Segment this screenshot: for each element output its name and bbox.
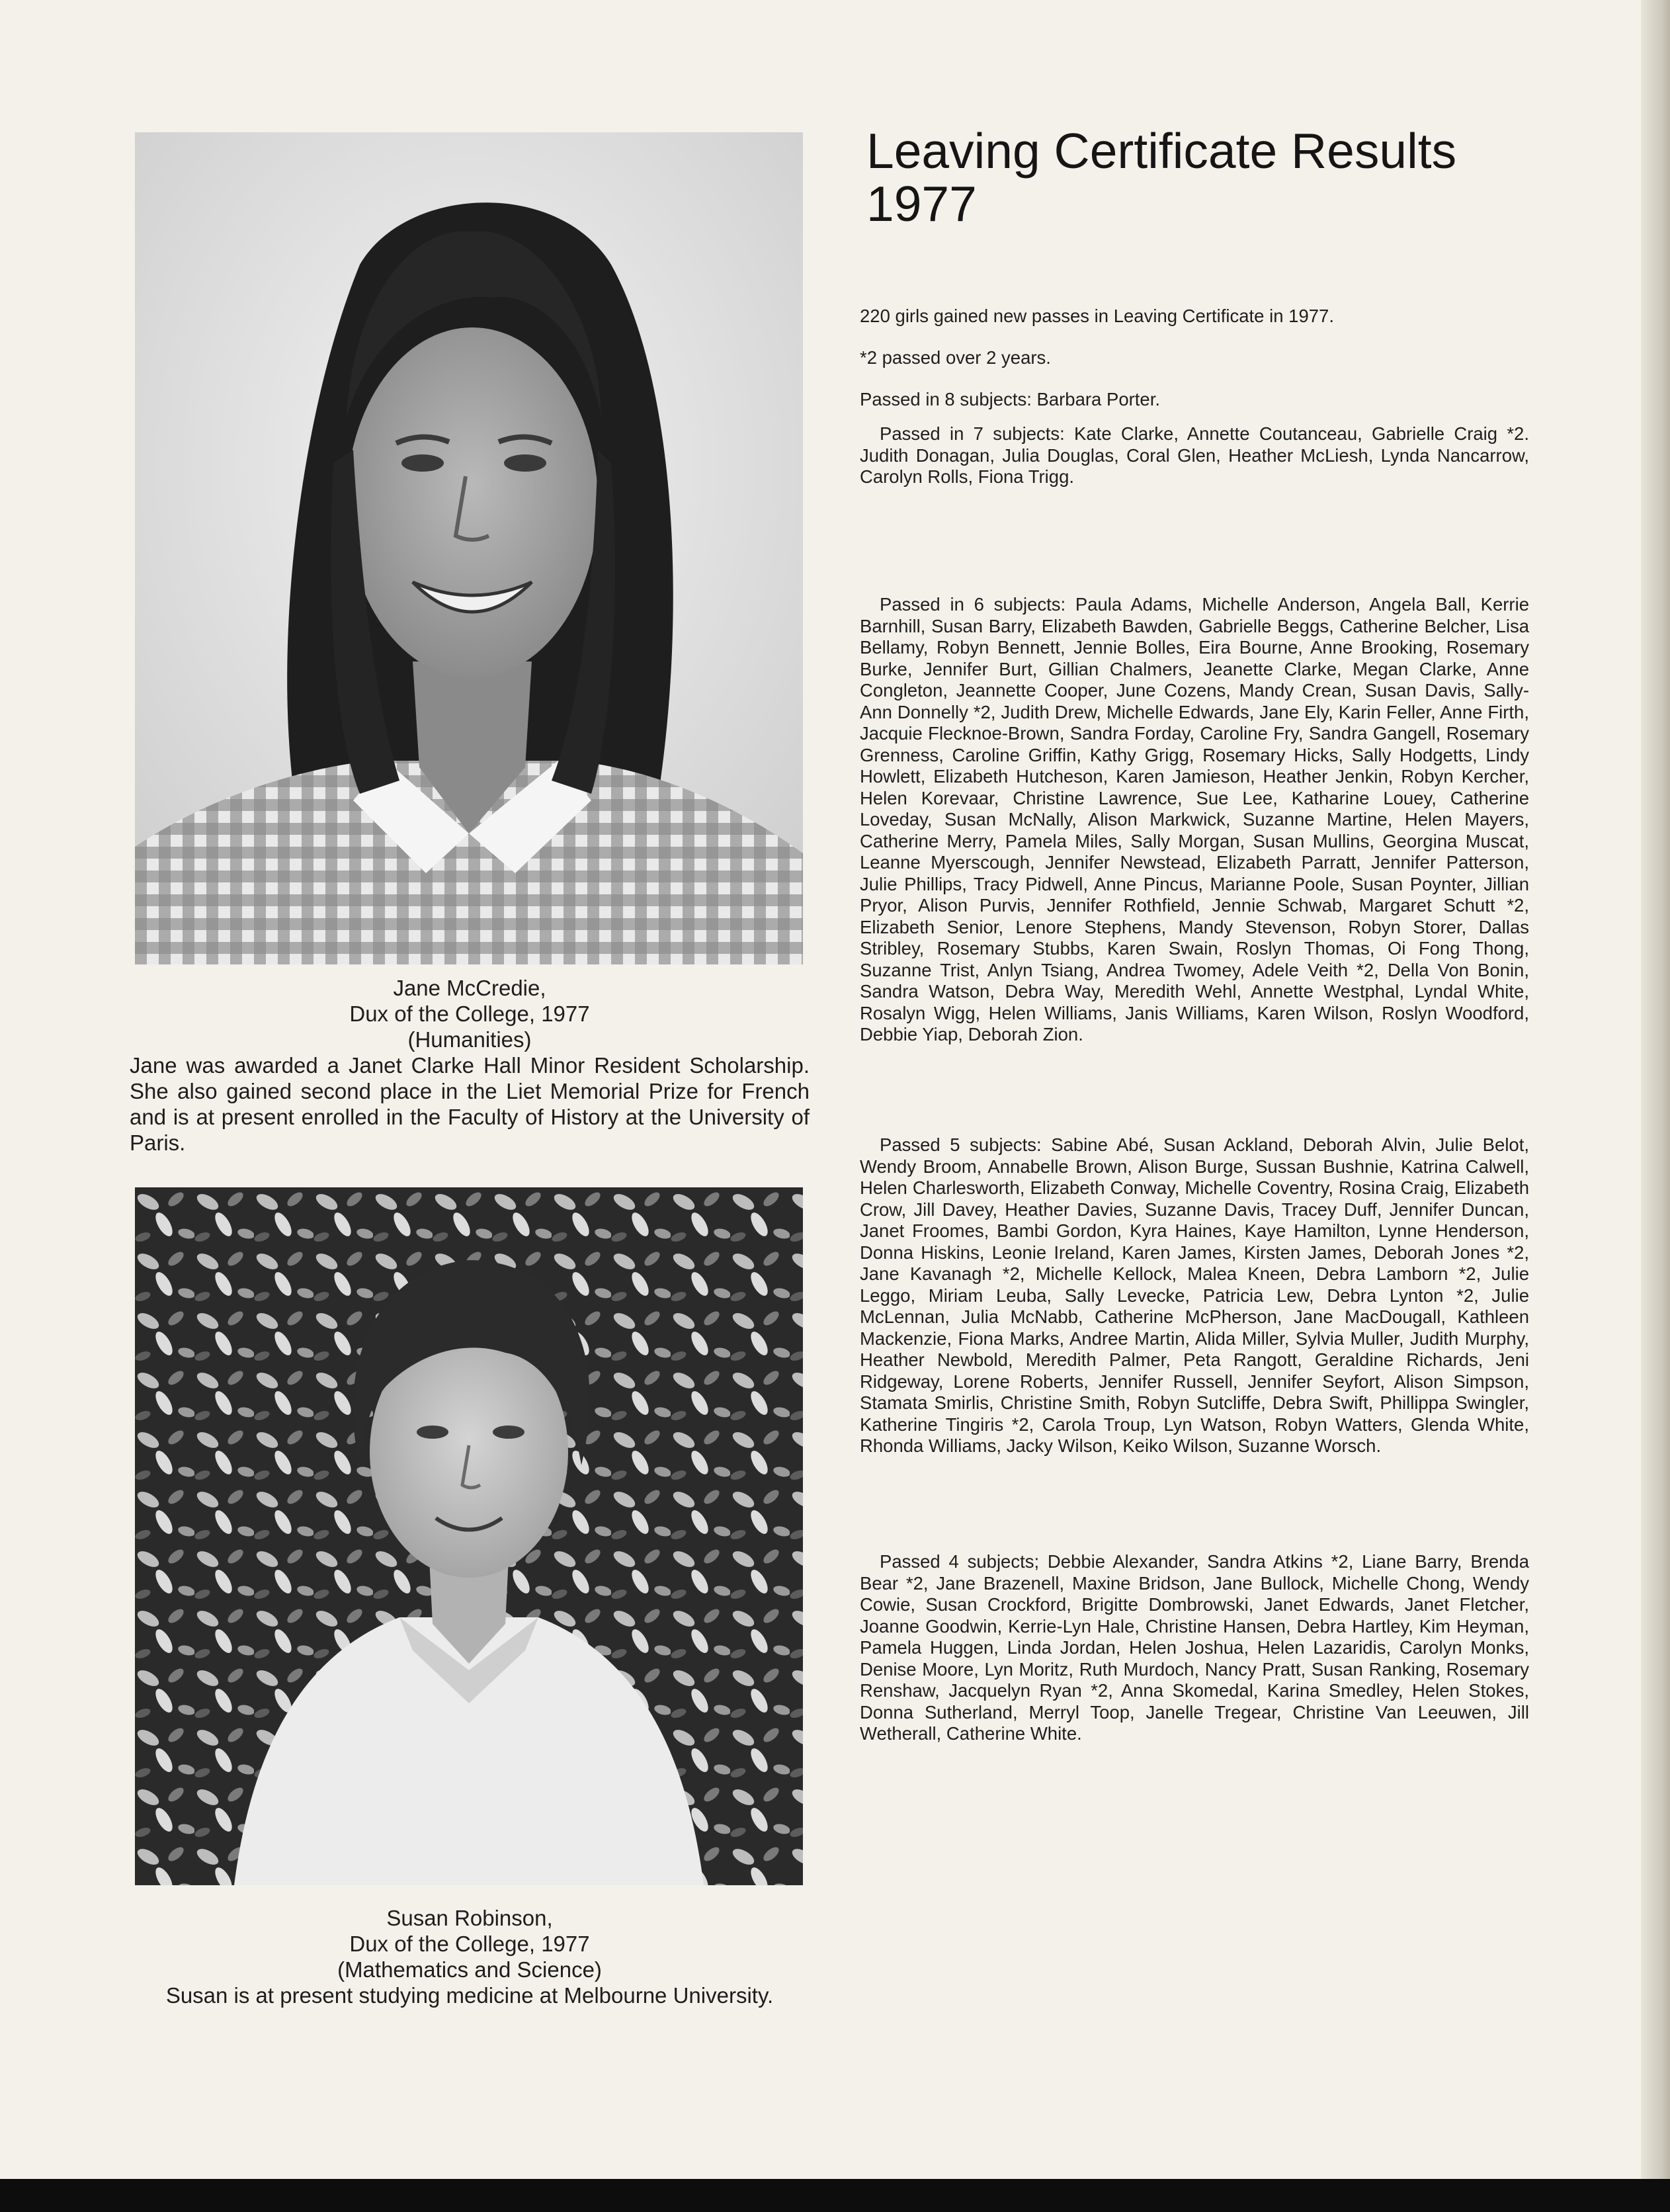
passes-seven-subjects: [860, 423, 1529, 488]
intro-total: [860, 306, 1529, 327]
dux-bio: Susan is at present studying medicine at Melbourne University.: [165, 1983, 774, 2008]
portrait-photo-susan-robinson: [135, 1187, 803, 1885]
scan-bottom-border: [0, 2179, 1670, 2212]
intro-note: [860, 347, 1529, 369]
intro-eight: [860, 389, 1529, 411]
passes-six-text: Passed in 6 subjects: Paula Adams, Michelle Anderson, Angela Ball, Kerrie Barnhill, Susan Barry, Elizabeth Bawden, Gabrielle Beggs, Catherine Belcher, Lisa Bellamy, Robyn Bennett, Jennie Bolles, Eira Bourne, Anne Brooking, Rosemary Burke, Jennifer Burt, Gillian Chalmers, Jeanette Clarke, Megan Clarke, Anne Congleton, Jeannette Cooper, June Cozens, Mandy Crean, Susan Davis, Sally-Ann Donnelly *2, Judith Drew, Michelle Edwards, Jane Ely, Karin Feller, Anne Firth, Jacquie Flecknoe-Brown, Sandra Forday, Caroline Fry, Sandra Gangell, Rosemary Grenness, Caroline Griffin, Kathy Grigg, Rosemary Hicks, Sally Hodgetts, Lindy Howlett, Elizabeth Hutcheson, Karen Jamieson, Heather Jenkin, Robyn Kercher, Helen Korevaar, Christine Lawrence, Sue Lee, Katharine Louey, Catherine Loveday, Susan McNally, Alison Markwick, Suzanne Martine, Helen Mayers, Catherine Merry, Pamela Miles, Sally Morgan, Susan Mullins, Georgina Muscat, Leanne Myerscough, Jennifer Newstead, Elizabeth Parratt, Jennifer Patterson, Julie Phillips, Tracy Pidwell, Anne Pincus, Marianne Poole, Susan Poynter, Jillian Pryor, Alison Purvis, Jennifer Rothfield, Jennie Schwab, Margaret Schutt *2, Elizabeth Senior, Lenore Stephens, Mandy Stevenson, Robyn Storer, Dallas Stribley, Rosemary Stubbs, Karen Swain, Roslyn Thomas, Oi Fong Thong, Suzanne Trist, Anlyn Tsiang, Andrea Twomey, Adele Veith *2, Della Von Bonin, Sandra Watson, Debra Way, Meredith Wehl, Annette Westphal, Lyndal White, Rosalyn Wigg, Helen Williams, Janis Williams, Karen Wilson, Roslyn Woodford, Debbie Yiap, Deborah Zion.: [860, 594, 1529, 1044]
passes-four-text: Passed 4 subjects; Debbie Alexander, Sandra Atkins *2, Liane Barry, Brenda Bear *2, Jane Brazenell, Maxine Bridson, Jane Bullock, Michelle Chong, Wendy Cowie, Susan Crockford, Brigitte Dombrowski, Janet Edwards, Janet Fletcher, Joanne Goodwin, Kerrie-Lyn Hale, Christine Hansen, Debra Hartley, Kim Heyman, Pamela Huggen, Linda Jordan, Helen Joshua, Helen Lazaridis, Carolyn Monks, Denise Moore, Lyn Moritz, Ruth Murdoch, Nancy Pratt, Susan Ranking, Rosemary Renshaw, Jacquelyn Ryan *2, Anna Skomedal, Karina Smedley, Helen Stokes, Donna Sutherland, Merryl Toop, Janelle Tregear, Christine Van Leeuwen, Jill Wetherall, Catherine White.: [860, 1551, 1529, 1744]
dux-title: Dux of the College, 1977: [349, 1001, 590, 1026]
portrait-photo-jane-mccredie: [135, 132, 803, 964]
heading-line-1: Leaving Certificate Results: [866, 123, 1457, 179]
passes-four-subjects: [860, 1551, 1529, 1745]
passes-five-text: Passed 5 subjects: Sabine Abé, Susan Ackland, Deborah Alvin, Julie Belot, Wendy Broom, Annabelle Brown, Alison Burge, Sussan Bushnie, Katrina Calwell, Helen Charlesworth, Elizabeth Conway, Michelle Coventry, Rosina Craig, Elizabeth Crow, Jill Davey, Heather Davies, Suzanne Davis, Tracey Duff, Jennifer Duncan, Janet Froomes, Bambi Gordon, Kyra Haines, Kaye Hamilton, Lynne Henderson, Donna Hiskins, Leonie Ireland, Karen James, Kirsten James, Deborah Jones *2, Jane Kavanagh *2, Michelle Kellock, Malea Kneen, Debra Lamborn *2, Julie Leggo, Miriam Leuba, Sally Levecke, Patricia Lew, Debra Lynton *2, Julie McLennan, Julia McNabb, Catherine McPherson, Jane MacDougall, Kathleen Mackenzie, Fiona Marks, Andree Martin, Alida Miller, Sylvia Muller, Judith Murphy, Heather Newbold, Meredith Palmer, Peta Rangott, Geraldine Richards, Jeni Ridgeway, Lorene Roberts, Jennifer Russell, Jennifer Seyfort, Alison Simpson, Stamata Smirlis, Christine Smith, Robyn Sutcliffe, Debra Swift, Phillippa Swingler, Katherine Tingiris *2, Carola Troup, Lyn Watson, Robyn Watters, Glenda White, Rhonda Williams, Jacky Wilson, Keiko Wilson, Suzanne Worsch.: [860, 1134, 1529, 1456]
dux-title: Dux of the College, 1977: [349, 1932, 590, 1956]
passes-five-subjects: [860, 1134, 1529, 1457]
dux-field: (Humanities): [407, 1027, 532, 1052]
intro-eight-text: Passed in 8 subjects: Barbara Porter.: [860, 389, 1160, 409]
passes-six-subjects: [860, 594, 1529, 1046]
dux-bio: Jane was awarded a Janet Clarke Hall Minor Resident Scholarship. She also gained second place in the Liet Memorial Prize for French and is at present enrolled in the Faculty of History at the University of Paris.: [130, 1053, 810, 1155]
dux-caption-jane: [130, 975, 810, 1156]
dux-field: (Mathematics and Science): [337, 1957, 602, 1982]
page-edge: [1641, 0, 1670, 2212]
page-heading: [866, 124, 1561, 230]
dux-name: Susan Robinson,: [386, 1906, 553, 1930]
intro-note-text: *2 passed over 2 years.: [860, 347, 1051, 368]
heading-line-2: 1977: [866, 176, 977, 232]
passes-seven-text: Passed in 7 subjects: Kate Clarke, Annette Coutanceau, Gabrielle Craig *2. Judith Donagan, Julia Douglas, Coral Glen, Heather McLiesh, Lynda Nancarrow, Carolyn Rolls, Fiona Trigg.: [860, 423, 1529, 487]
intro-total-text: 220 girls gained new passes in Leaving Certificate in 1977.: [860, 306, 1334, 326]
dux-name: Jane McCredie,: [393, 976, 546, 1000]
dux-caption-susan: [130, 1905, 810, 2008]
